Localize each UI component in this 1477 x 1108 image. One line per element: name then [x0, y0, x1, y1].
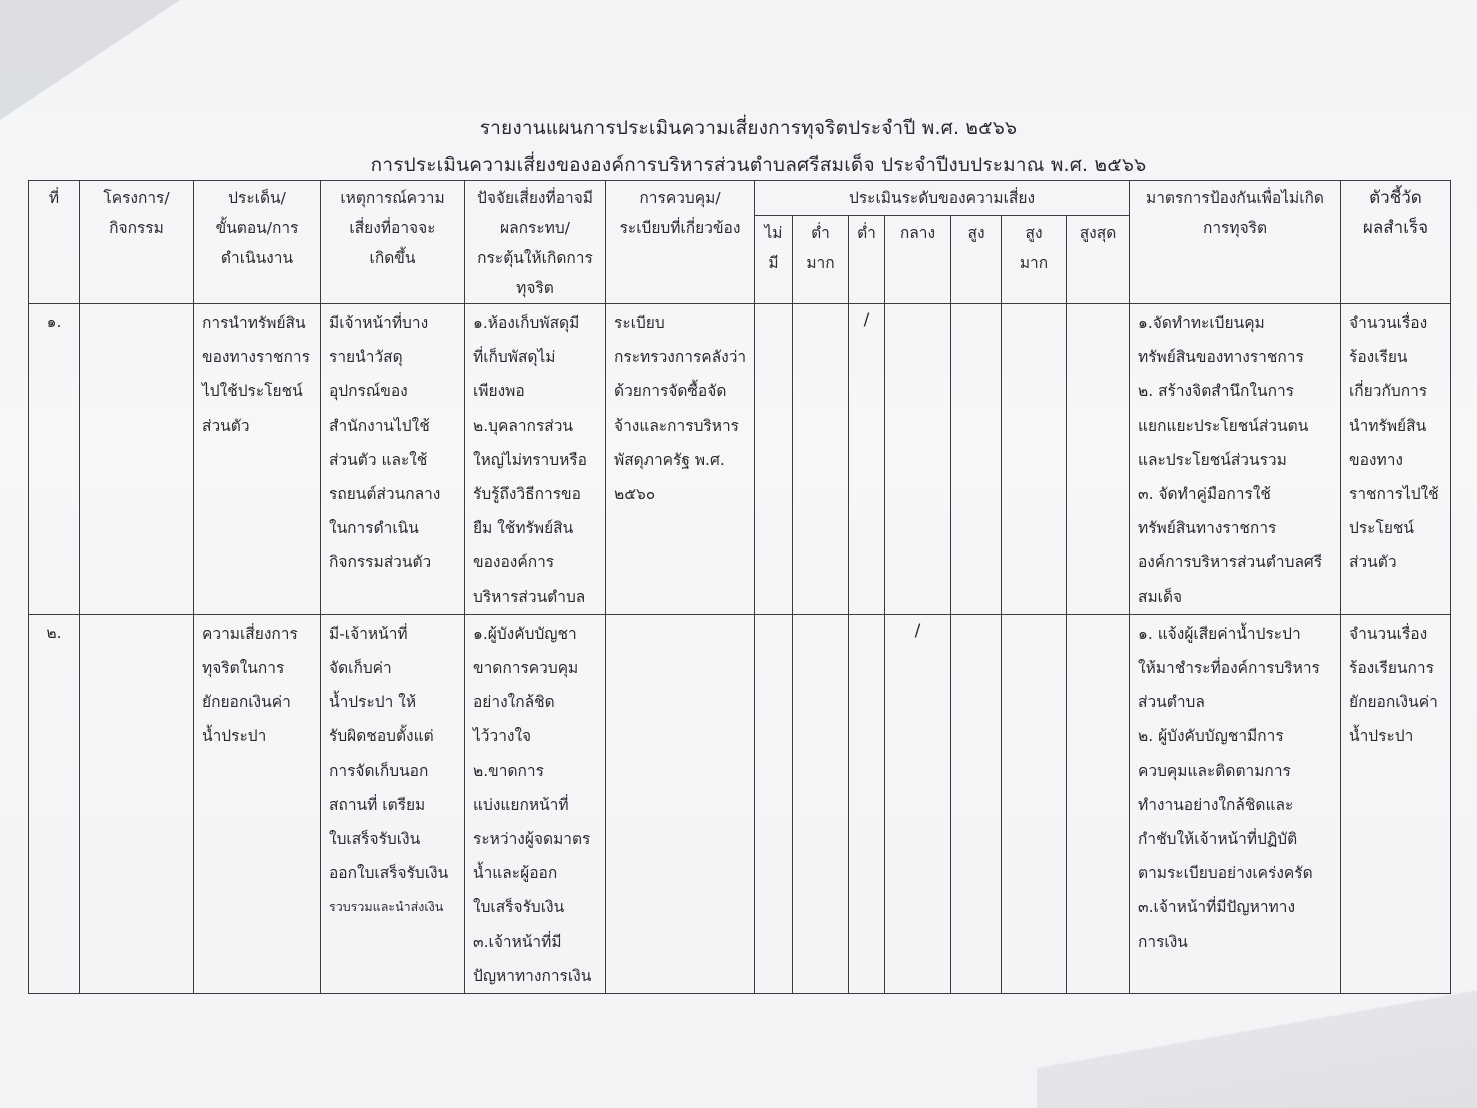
header-indicator — [1341, 181, 1451, 304]
cell-line: ใบเสร็จรับเงิน — [329, 830, 421, 849]
row-number: ๒. — [29, 614, 80, 993]
cell-line: ของทางราชการ — [202, 348, 310, 367]
level-cell-1 — [793, 304, 849, 615]
header-control — [606, 181, 755, 304]
level-cell-5 — [1002, 614, 1067, 993]
header-line: ผลสำเร็จ — [1362, 218, 1429, 238]
cell-line: การนำทรัพย์สิน — [202, 314, 306, 332]
cell-line: ส่วนตัว — [1349, 553, 1397, 572]
cell-line: แบ่งแยกหน้าที่ — [473, 795, 569, 814]
cell-line: การเงิน — [1138, 932, 1188, 951]
project-cell — [80, 614, 194, 993]
cell-line: ๑.จัดทำทะเบียนคุม — [1138, 314, 1265, 332]
factor-cell — [465, 614, 606, 993]
control-cell — [606, 614, 755, 993]
risk-level-mark: / — [914, 620, 921, 641]
header-level-0 — [755, 215, 793, 303]
header-line: กระตุ้นให้เกิดการ — [477, 249, 593, 267]
cell-line: ส่วนตำบล — [1138, 693, 1205, 712]
cell-line: ส่วนตัว — [202, 416, 250, 435]
header-line: ต่ำ — [811, 223, 830, 242]
cell-line: น้ำและผู้ออก — [473, 864, 558, 883]
cell-line: ระหว่างผู้จดมาตร — [473, 830, 591, 849]
level-cell-4 — [951, 304, 1002, 615]
cell-line: ราชการไปใช้ — [1349, 485, 1439, 504]
header-level-5 — [1002, 215, 1067, 303]
cell-line: ขาดการควบคุม — [473, 659, 579, 678]
header-line: ปัจจัยเสี่ยงที่อาจมี — [476, 189, 594, 207]
cell-line: รับผิดชอบตั้งแต่ — [329, 727, 434, 746]
level-cell-3 — [885, 304, 951, 615]
report-title: รายงานแผนการประเมินความเสี่ยงการทุจริตประจำปี พ.ศ. ๒๕๖๖ — [479, 117, 1018, 139]
risk-level-mark: / — [863, 310, 870, 330]
project-cell — [80, 304, 194, 615]
cell-line: ควบคุมและติดตามการ — [1138, 761, 1291, 780]
cell-line: ออกใบเสร็จรับเงิน — [329, 864, 449, 883]
cell-line: ทรัพย์สินของทางราชการ — [1138, 348, 1304, 367]
cell-line: อย่างใกล้ชิด — [473, 693, 555, 712]
cell-line: กิจกรรมส่วนตัว — [329, 553, 432, 572]
header-line: มาก — [806, 253, 835, 272]
cell-line: ยักยอกเงินค่า — [1349, 693, 1438, 712]
cell-line: เกี่ยวกับการ — [1349, 382, 1428, 401]
header-line: ไม่ — [764, 223, 783, 242]
report-subtitle: การประเมินความเสี่ยงขององค์การบริหารส่วนตำบลศรีสมเด็จ ประจำปีงบประมาณ พ.ศ. ๒๕๖๖ — [370, 154, 1147, 176]
header-line: สูงสุด — [1079, 223, 1117, 242]
header-level-3 — [885, 215, 951, 303]
cell-line: เพียงพอ — [473, 382, 525, 401]
cell-line: ๑.ผู้บังคับบัญชา — [473, 624, 577, 643]
cell-line: ใบเสร็จรับเงิน — [473, 898, 565, 917]
cell-line: รายนำวัสดุ — [329, 348, 403, 367]
header-level-4 — [951, 215, 1002, 303]
level-cell-4 — [951, 614, 1002, 993]
header-line: โครงการ/ — [103, 189, 170, 207]
cell-line: ด้วยการจัดซื้อจัด — [614, 382, 727, 401]
factor-cell — [465, 304, 606, 615]
cell-line: ๒๕๖๐ — [614, 485, 656, 504]
cell-line: น้ำประปา — [202, 727, 267, 746]
header-line: มาก — [1019, 253, 1049, 272]
measure-cell — [1130, 304, 1341, 615]
cell-line: ความเสี่ยงการ — [202, 624, 298, 643]
header-line: มาตรการป้องกันเพื่อไม่เกิด — [1145, 189, 1324, 207]
header-no: ที่ — [29, 181, 80, 304]
cell-line: ๒. ผู้บังคับบัญชามีการ — [1138, 727, 1284, 746]
cell-line: สำนักงานไปใช้ — [329, 416, 430, 435]
cell-line: ขององค์การ — [473, 553, 555, 572]
cell-line: อุปกรณ์ของ — [329, 382, 408, 401]
header-level-2 — [849, 215, 885, 303]
cell-line: พัสดุภาครัฐ พ.ศ. — [614, 450, 725, 469]
cell-line: ให้มาชำระที่องค์การบริหาร — [1138, 659, 1320, 678]
level-cell-2 — [849, 304, 885, 615]
cell-line: ยักยอกเงินค่า — [202, 693, 291, 712]
issue-cell — [194, 304, 321, 615]
cell-line: กำชับให้เจ้าหน้าที่ปฏิบัติ — [1138, 830, 1298, 849]
header-line: สูง — [967, 223, 985, 242]
header-line: ตัวชี้วัด — [1369, 188, 1422, 208]
header-line: กิจกรรม — [109, 219, 164, 237]
cell-line: จ้างและการบริหาร — [614, 416, 739, 435]
cell-line: ในการดำเนิน — [329, 519, 419, 538]
cell-line: ๒.บุคลากรส่วน — [473, 416, 574, 435]
header-line: ประเด็น/ — [228, 189, 286, 207]
level-cell-1 — [793, 614, 849, 993]
header-level-group: ประเมินระดับของความเสี่ยง — [755, 181, 1130, 216]
cell-line: ๑. แจ้งผู้เสียค่าน้ำประปา — [1138, 624, 1301, 643]
cell-line: สมเด็จ — [1138, 587, 1183, 606]
issue-cell — [194, 614, 321, 993]
cell-line: ตามระเบียบอย่างเคร่งครัด — [1138, 864, 1313, 883]
cell-line: ระเบียบ — [614, 314, 665, 332]
cell-line: ไปใช้ประโยชน์ — [202, 382, 303, 401]
header-line: การควบคุม/ — [639, 189, 721, 207]
level-cell-6 — [1067, 304, 1130, 615]
table-row — [29, 614, 1451, 993]
table-row — [29, 304, 1451, 615]
header-line: มี — [768, 253, 779, 272]
cell-line: กระทรวงการคลังว่า — [614, 348, 747, 367]
header-project — [80, 181, 194, 304]
row-number: ๑. — [29, 304, 80, 615]
control-cell — [606, 304, 755, 615]
cell-line: น้ำประปา ให้ — [329, 693, 417, 712]
cell-line: ปัญหาทางการเงิน — [473, 966, 592, 985]
measure-cell — [1130, 614, 1341, 993]
cell-line: นำทรัพย์สิน — [1349, 416, 1427, 435]
cell-line: องค์การบริหารส่วนตำบลศรี — [1138, 553, 1323, 572]
header-factor — [465, 181, 606, 304]
cell-line: จำนวนเรื่อง — [1349, 314, 1428, 332]
cell-line: ร้องเรียน — [1349, 348, 1408, 367]
cell-line: ทำงานอย่างใกล้ชิดและ — [1138, 795, 1294, 814]
indicator-cell — [1341, 304, 1451, 615]
header-line: ขั้นตอน/การ — [215, 219, 299, 237]
level-cell-6 — [1067, 614, 1130, 993]
cell-line: ๒.ขาดการ — [473, 761, 544, 780]
cell-line: ทุจริตในการ — [202, 659, 285, 678]
cell-line: ประโยชน์ — [1349, 519, 1415, 538]
cell-line: จำนวนเรื่อง — [1349, 624, 1428, 643]
cell-line-small: รวบรวมและนำส่งเงิน — [329, 899, 444, 915]
cell-line: ๑.ห้องเก็บพัสดุมี — [473, 314, 580, 332]
level-cell-3 — [885, 614, 951, 993]
level-cell-0 — [755, 304, 793, 615]
header-line: ผลกระทบ/ — [500, 219, 570, 237]
cell-line: บริหารส่วนตำบล — [473, 587, 586, 606]
header-measure — [1130, 181, 1341, 304]
page-corner-shadow — [0, 0, 180, 120]
event-cell — [321, 304, 465, 615]
cell-line: ยืม ใช้ทรัพย์สิน — [473, 519, 574, 538]
cell-line: ไว้วางใจ — [473, 727, 532, 746]
header-line: เสี่ยงที่อาจจะ — [349, 219, 436, 237]
header-line: กลาง — [899, 223, 936, 242]
header-line: ทุจริต — [516, 279, 554, 297]
event-cell — [321, 614, 465, 993]
level-cell-0 — [755, 614, 793, 993]
cell-line: และประโยชน์ส่วนรวม — [1138, 450, 1287, 469]
cell-line: แยกแยะประโยชน์ส่วนตน — [1138, 416, 1309, 435]
cell-line: ที่เก็บพัสดุไม่ — [473, 348, 556, 367]
cell-line: ๓.เจ้าหน้าที่มีปัญหาทาง — [1138, 898, 1296, 917]
header-line: ระเบียบที่เกี่ยวข้อง — [619, 219, 741, 237]
cell-line: ๓. จัดทำคู่มือการใช้ — [1138, 485, 1271, 504]
header-issue — [194, 181, 321, 304]
cell-line: ทรัพย์สินทางราชการ — [1138, 519, 1277, 538]
header-line: เหตุการณ์ความ — [340, 189, 445, 207]
header-line: ต่ำ — [857, 223, 876, 242]
cell-line: รับรู้ถึงวิธีการขอ — [473, 485, 581, 504]
header-level-6 — [1067, 215, 1130, 303]
cell-line: ใหญ่ไม่ทราบหรือ — [473, 450, 587, 469]
header-line: เกิดขึ้น — [369, 249, 416, 267]
cell-line: สถานที่ เตรียม — [329, 795, 426, 814]
page-bottom-shadow — [1037, 988, 1477, 1108]
cell-line: มี-เจ้าหน้าที่ — [329, 624, 408, 643]
level-cell-2 — [849, 614, 885, 993]
cell-line: น้ำประปา — [1349, 727, 1414, 746]
header-line: ดำเนินงาน — [220, 249, 294, 267]
indicator-cell — [1341, 614, 1451, 993]
cell-line: ๒. สร้างจิตสำนึกในการ — [1138, 382, 1294, 401]
header-level-1 — [793, 215, 849, 303]
level-cell-5 — [1002, 304, 1067, 615]
cell-line: ร้องเรียนการ — [1349, 659, 1434, 678]
cell-line: จัดเก็บค่า — [329, 659, 392, 678]
header-line: สูง — [1025, 223, 1043, 242]
cell-line: การจัดเก็บนอก — [329, 761, 429, 780]
cell-line: ส่วนตัว และใช้ — [329, 450, 428, 469]
header-event — [321, 181, 465, 304]
cell-line: มีเจ้าหน้าที่บาง — [329, 314, 429, 332]
cell-line: รถยนต์ส่วนกลาง — [329, 485, 441, 504]
header-line: การทุจริต — [1202, 219, 1268, 237]
cell-line: ของทาง — [1349, 450, 1403, 469]
cell-line: ๓.เจ้าหน้าที่มี — [473, 932, 562, 951]
risk-table — [28, 180, 1451, 994]
